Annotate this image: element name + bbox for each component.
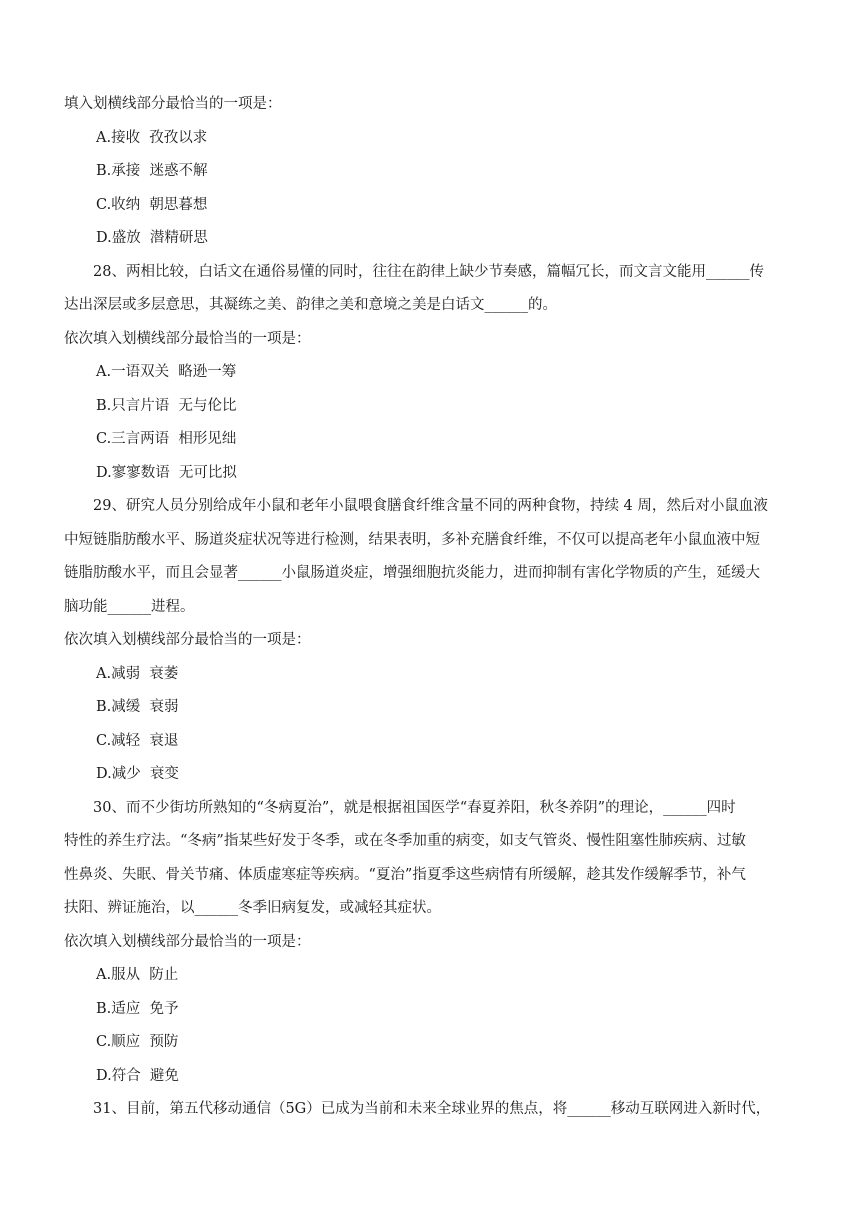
q30-text-line-3: 性鼻炎、失眠、骨关节痛、体质虚寒症等疾病。“夏治”指夏季这些病情有所缓解，趁其发作缓解季节，补气	[64, 866, 746, 883]
document-page	[64, 88, 804, 1127]
q28-text-line-1: 28、两相比较，白话文在通俗易懂的同时，往往在韵律上缺少节奏感，篇幅冗长，而文言文能用______传	[93, 263, 764, 280]
q30-text-line-1: 30、而不少街坊所熟知的“冬病夏治”，就是根据祖国医学“春夏养阳，秋冬养阴”的理论，______四时	[93, 799, 736, 816]
q30-option-a: A.服从 防止	[96, 967, 179, 983]
q29-text-line-3: 链脂肪酸水平，而且会显著______小鼠肠道炎症，增强细胞抗炎能力，进而抑制有害化学物质的产生，延缓大	[64, 565, 760, 581]
q29-option-a: A.减弱 衰萎	[96, 665, 179, 682]
q29-text-line-4: 脑功能______进程。	[64, 598, 195, 615]
q28-text-line-2: 达出深层或多层意思，其凝练之美、韵律之美和意境之美是白话文______的。	[64, 297, 557, 313]
q27-option-d: D.盛放 潜精研思	[96, 230, 208, 246]
q28-option-b: B.只言片语 无与伦比	[96, 397, 237, 414]
q29-option-c: C.减轻 衰退	[96, 732, 179, 749]
q30-text-line-2: 特性的养生疗法。“冬病”指某些好发于冬季，或在冬季加重的病变，如支气管炎、慢性阻塞性肺疾病、过敏	[64, 833, 746, 849]
q29-option-d: D.减少 衰变	[96, 766, 179, 782]
q30-text-line-4: 扶阳、辨证施治，以______冬季旧病复发，或减轻其症状。	[64, 900, 441, 916]
q28-stem: 依次填入划横线部分最恰当的一项是：	[64, 330, 311, 347]
q30-option-d: D.符合 避免	[96, 1067, 179, 1084]
q30-option-b: B.适应 免予	[96, 1000, 179, 1017]
q27-stem: 填入划横线部分最恰当的一项是：	[64, 96, 282, 112]
q29-text-line-1: 29、研究人员分别给成年小鼠和老年小鼠喂食膳食纤维含量不同的两种食物，持续 4 周，然后对小鼠血液	[93, 498, 768, 514]
q29-stem: 依次填入划横线部分最恰当的一项是：	[64, 632, 311, 648]
q28-option-c: C.三言两语 相形见绌	[96, 431, 237, 447]
q29-option-b: B.减缓 衰弱	[96, 699, 179, 715]
q28-option-a: A.一语双关 略逊一筹	[96, 364, 237, 380]
q27-option-b: B.承接 迷惑不解	[96, 163, 208, 179]
q30-stem: 依次填入划横线部分最恰当的一项是：	[64, 933, 311, 950]
q31-text-line-1: 31、目前，第五代移动通信（5G）已成为当前和未来全球业界的焦点，将______移动互联网进入新时代，	[93, 1101, 771, 1117]
q27-option-a: A.接收 孜孜以求	[96, 129, 208, 146]
q27-option-c: C.收纳 朝思暮想	[96, 196, 208, 213]
q30-option-c: C.顺应 预防	[96, 1034, 179, 1050]
q29-text-line-2: 中短链脂肪酸水平、肠道炎症状况等进行检测，结果表明，多补充膳食纤维，不仅可以提高老年小鼠血液中短	[64, 531, 760, 548]
q28-option-d: D.寥寥数语 无可比拟	[96, 464, 237, 481]
